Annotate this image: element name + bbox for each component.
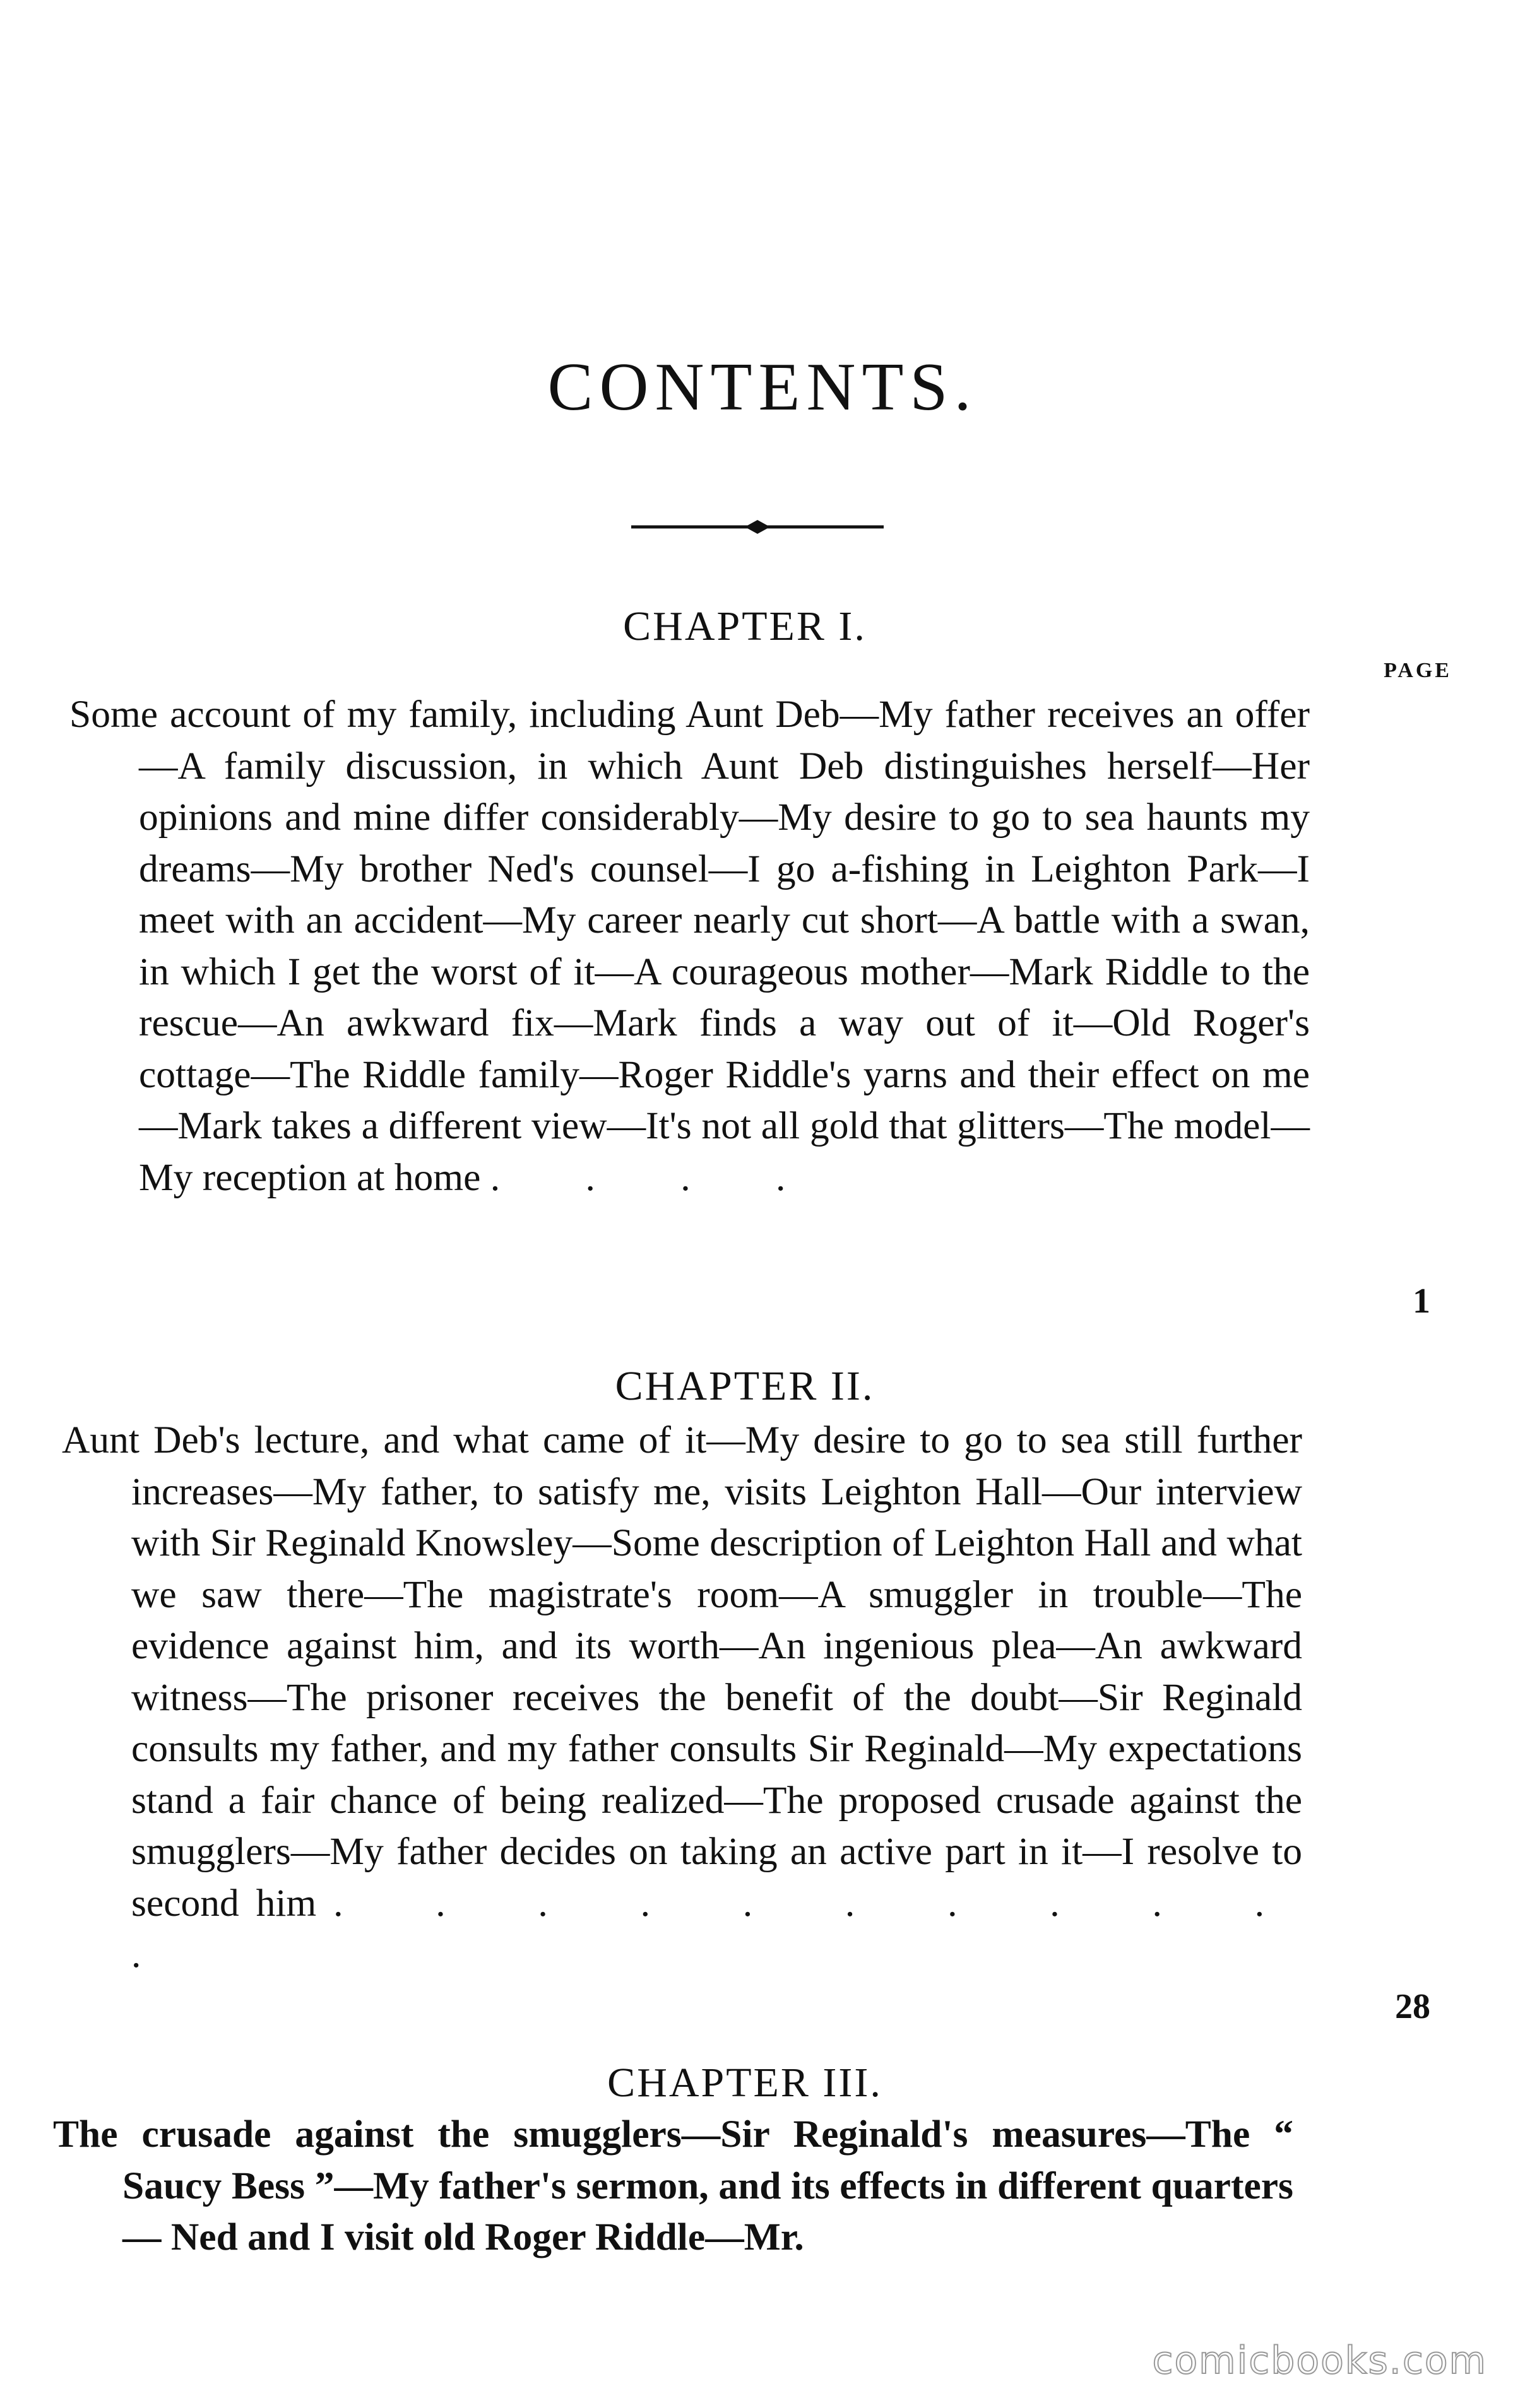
chapter-2-heading: CHAPTER II. [615,1363,875,1409]
page-column-label: PAGE [1384,659,1452,682]
chapter-2-summary [62,1415,1302,1981]
chapter-1-heading: CHAPTER I. [623,603,867,649]
chapter-2-leader: . . . . . . . . . . . [131,1881,1303,1976]
ornament-divider [631,517,884,536]
watermark: comicbooks.com [1152,2339,1487,2383]
chapter-3-summary-text: The crusade against the smugglers—Sir Reginald's measures—The “ Saucy Bess ”—My father's sermon, and its effects in different quarters— Ned and I visit old Roger Riddle—Mr. [53,2113,1293,2258]
chapter-3-heading: CHAPTER III. [607,2060,882,2106]
chapter-1-summary [69,689,1310,1203]
chapter-1-page-number: 1 [1413,1282,1430,1321]
chapter-3-summary [53,2109,1293,2263]
chapter-2-page-number: 28 [1395,1987,1430,2026]
page-title: CONTENTS. [547,350,978,425]
chapter-1-leader: . . . . [490,1155,824,1199]
chapter-1-summary-text: Some account of my family, including Aunt Deb—My father receives an offer—A family discussion, in which Aunt Deb distinguishes herself—Her opinions and mine differ considerably—My desire to go to sea haunts my dreams—My brother Ned's counsel—I go a-fishing in Leighton Park—I meet with an accident—My career nearly cut short—A battle with a swan, in which I get the worst of it—A courageous mother—Mark Riddle to the rescue—An awkward fix—Mark finds a way out of it—Old Roger's cottage—The Riddle family—Roger Riddle's yarns and their effect on me—Mark takes a different view—It's not all gold that glitters—The model—My reception at home [69,693,1310,1199]
chapter-2-summary-text: Aunt Deb's lecture, and what came of it—My desire to go to sea still further increases—My father, to satisfy me, visits Leighton Hall—Our interview with Sir Reginald Knowsley—Some description of Leighton Hall and what we saw there—The magistrate's room—A smuggler in trouble—The evidence against him, and its worth—An ingenious plea—An awkward witness—The prisoner receives the benefit of the doubt—Sir Reginald consults my father, and my father consults Sir Reginald—My expectations stand a fair chance of being realized—The proposed crusade against the smugglers—My father decides on taking an active part in it—I resolve to second him [62,1419,1302,1925]
